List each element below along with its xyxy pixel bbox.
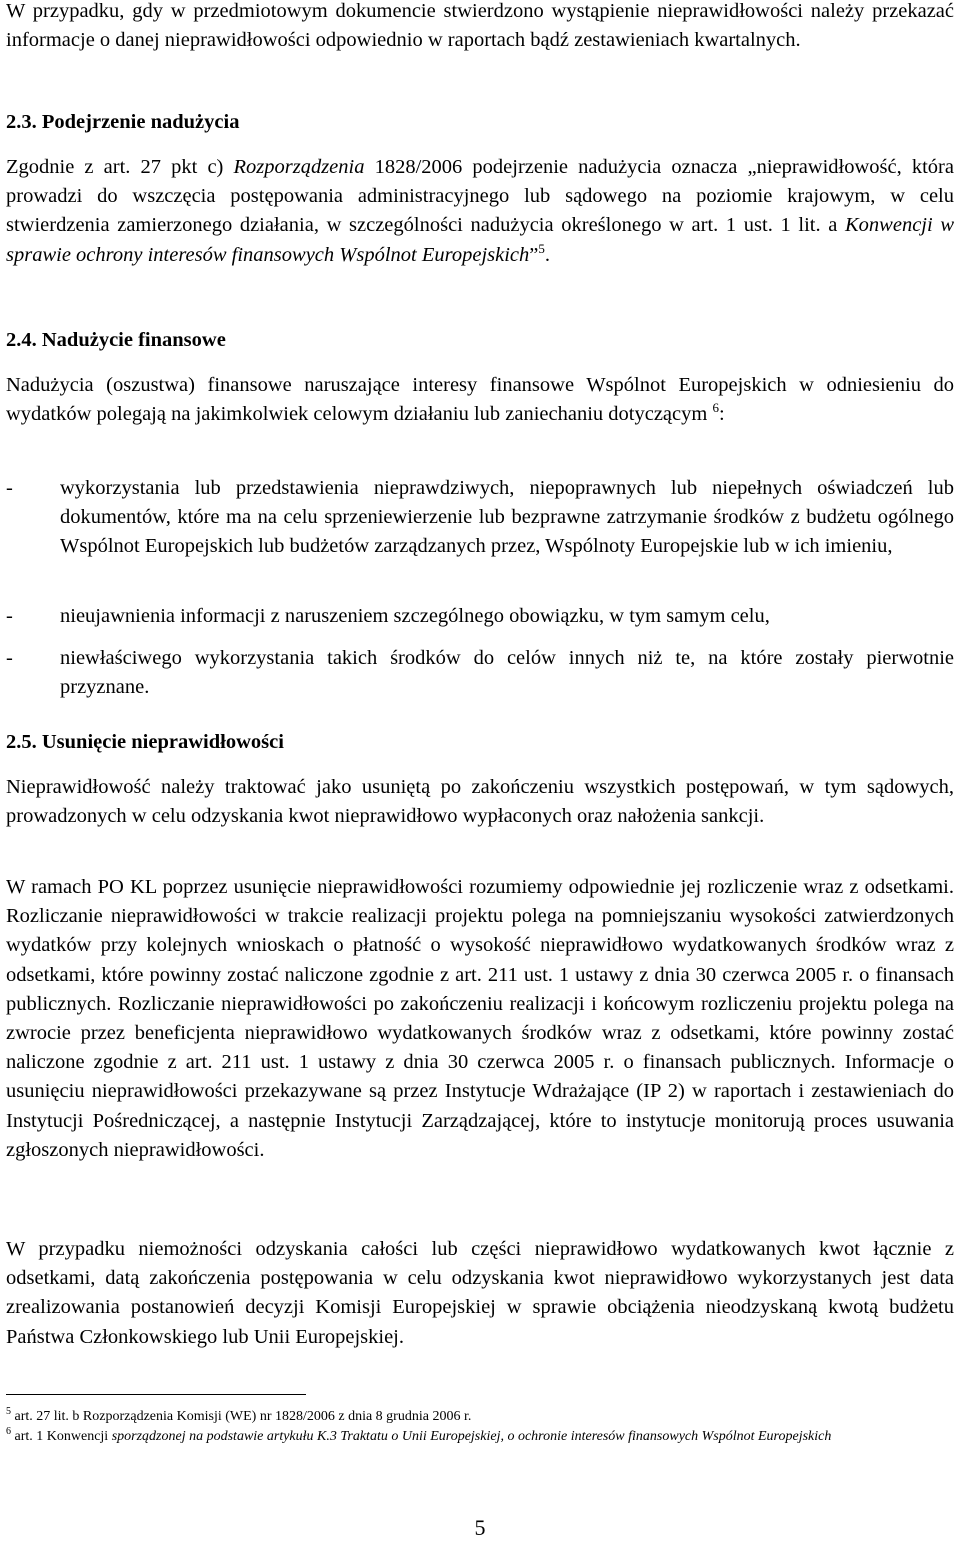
page-number: 5 [474, 1515, 486, 1540]
list-dash: - [6, 647, 13, 669]
list-dash: - [6, 477, 13, 499]
footnote-mark-6: 6 [6, 1426, 11, 1437]
footnote-ref-5[interactable]: 5 [538, 240, 545, 256]
footnote-6 [6, 1427, 954, 1446]
intro-paragraph: W przypadku, gdy w przedmiotowym dokumencie stwierdzono wystąpienie nieprawidłowości należy przekazać informacje o danej nieprawidłowości odpowiednio w raportach bądź zestawieniach kwartalnych. [6, 0, 954, 52]
s23-text-c: 1828/2006 podejrzenie nadużycia oznacza „nieprawidłowość, która prowadzi do wszczęcia postępowania administracyjnego lub sądowego na poziomie krajowym, w celu stwierdzenia zamierzonego działania, w szczególności nadużycia określonego w art. 1 ust. 1 lit. a [6, 156, 954, 237]
section-2-5-paragraph-1: Nieprawidłowość należy traktować jako usuniętą po zakończeniu wszystkich postępowań, w tym sądowych, prowadzonych w celu odzyskania kwot nieprawidłowo wypłaconych oraz nałożenia sankcji. [6, 776, 954, 828]
s23-closing-quote: ” [529, 243, 539, 266]
footnote-ref-6[interactable]: 6 [712, 400, 719, 416]
section-2-4-paragraph [6, 371, 954, 429]
footnote-5-text: art. 27 lit. b Rozporządzenia Komisji (WE) nr 1828/2006 z dnia 8 grudnia 2006 r. [11, 1409, 472, 1424]
section-heading-2-4: 2.4. Nadużycie finansowe [6, 329, 226, 351]
s23-text-italic-regulation: Rozporządzenia [233, 156, 365, 178]
list-item-text: wykorzystania lub przedstawienia nieprawdziwych, niepoprawnych lub niepełnych oświadczeń lub dokumentów, które ma na celu sprzeniewierzenie lub bezprawne zatrzymanie środków z budżetu ogólnego Wspólnot Europejskich lub budżetów zarządzanych przez, Wspólnoty Europejskie lub w ich imieniu, [60, 477, 954, 558]
list-item [6, 474, 954, 562]
s23-text-a: Zgodnie z art. 27 pkt c) [6, 156, 234, 178]
footnote-6-text: art. 1 Konwencji [11, 1429, 112, 1444]
footnote-mark-5: 5 [6, 1406, 11, 1417]
s23-text-italic-convention: Konwencji w sprawie ochrony interesów finansowych Wspólnot Europejskich [6, 214, 955, 266]
section-2-3-paragraph [6, 153, 954, 270]
section-heading-2-3: 2.3. Podejrzenie nadużycia [6, 111, 240, 133]
list-item [6, 602, 954, 631]
footnote-5 [6, 1407, 954, 1426]
footnote-6-italic-text: sporządzonej na podstawie artykułu K.3 Traktatu o Unii Europejskiej, o ochronie interesów finansowych Wspólnot Europejskich [111, 1429, 832, 1444]
section-2-5-paragraph-2: W ramach PO KL poprzez usunięcie nieprawidłowości rozumiemy odpowiednie jej rozliczenie wraz z odsetkami. Rozliczanie nieprawidłowości w trakcie realizacji projektu polega na pomniejszaniu wysokości zatwierdzonych wydatków przy kolejnych wnioskach o płatność o wysokość nieprawidłowo wydatkowanych środków wraz z odsetkami, które powinny zostać naliczone zgodnie z art. 211 ust. 1 ustawy z dnia 30 czerwca 2005 r. o finansach publicznych. Rozliczanie nieprawidłowości po zakończeniu realizacji i końcowym rozliczeniu projektu polega na zwrocie przez beneficjenta nieprawidłowo wydatkowanych środków wraz z odsetkami, które powinny zostać naliczone zgodnie z art. 211 ust. 1 ustawy z dnia 30 czerwca 2005 r. o finansach publicznych. Informacje o usunięciu nieprawidłowości przekazywane są przez Instytucje Wdrażające (IP 2) w raportach i zestawieniach do Instytucji Pośredniczącej, a następnie Instytucji Zarządzającej, które to instytucje monitorują proces usuwania zgłoszonych nieprawidłowości. [6, 876, 954, 1161]
section-2-5-paragraph-3: W przypadku niemożności odzyskania całości lub części nieprawidłowo wydatkowanych kwot łącznie z odsetkami, datą zakończenia postępowania w celu odzyskania kwot nieprawidłowo wykorzystanych jest data zrealizowania postanowień decyzji Komisji Europejskiej w sprawie obciążenia nieodzyskaną kwotą budżetu Państwa Członkowskiego lub Unii Europejskiej. [6, 1238, 954, 1348]
s24-text: Nadużycia (oszustwa) finansowe naruszające interesy finansowe Wspólnot Europejskich w odniesieniu do wydatków polegają na jakimkolwiek celowym działaniu lub zaniechaniu dotyczącym [6, 374, 954, 426]
s23-text-end: . [544, 243, 550, 266]
section-heading-2-5: 2.5. Usunięcie nieprawidłowości [6, 731, 284, 753]
list-item-text: niewłaściwego wykorzystania takich środków do celów innych niż te, na które zostały pierwotnie przyznane. [60, 647, 954, 699]
s24-colon: : [718, 403, 725, 426]
list-dash: - [6, 605, 13, 627]
footnote-divider [6, 1394, 306, 1395]
list-item-text: nieujawnienia informacji z naruszeniem szczególnego obowiązku, w tym samym celu, [60, 605, 770, 627]
list-item [6, 644, 954, 702]
